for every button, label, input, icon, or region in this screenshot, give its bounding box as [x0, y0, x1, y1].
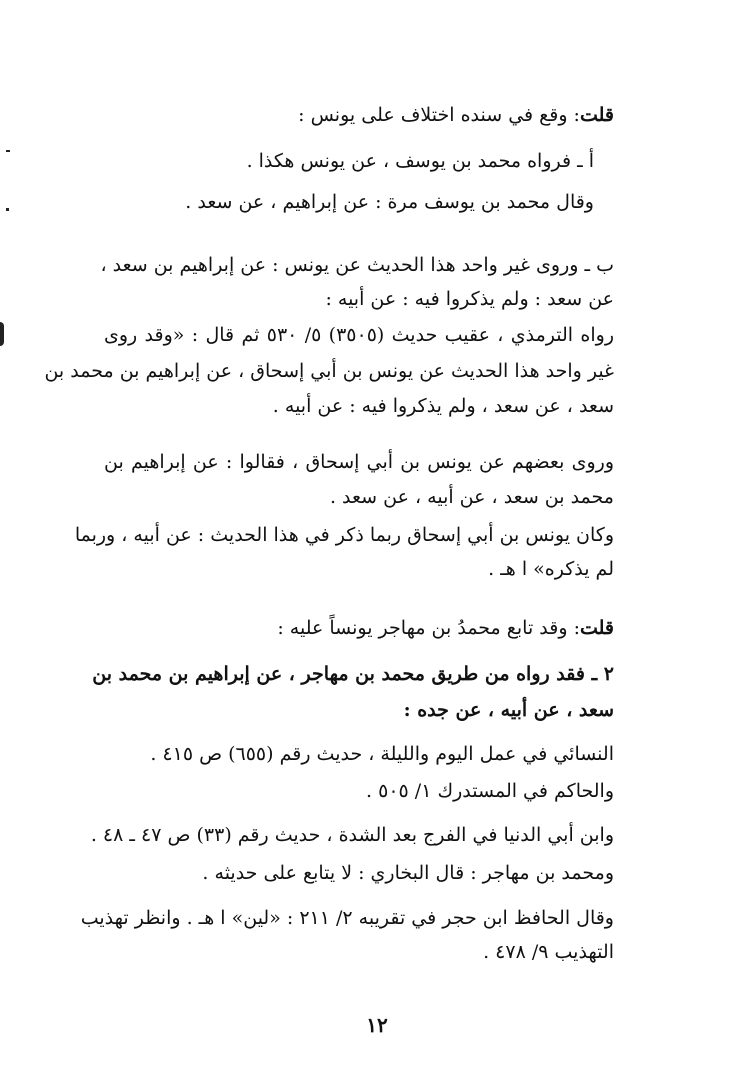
text-line-3: وقال محمد بن يوسف مرة : عن إبراهيم ، عن سعد . [185, 191, 594, 213]
text-line-5: عن سعد : ولم يذكروا فيه : عن أبيه : [325, 288, 614, 310]
text-line-16: النسائي في عمل اليوم والليلة ، حديث رقم (٦٥٥) ص ٤١٥ . [150, 743, 614, 765]
scan-mark [6, 208, 9, 211]
text-line-14: ٢ ـ فقد رواه من طريق محمد بن مهاجر ، عن إبراهيم بن محمد بن [92, 663, 614, 685]
text-line-15: سعد ، عن أبيه ، عن جده : [403, 699, 614, 721]
qult-label: قلت [579, 104, 614, 126]
text-line-8: سعد ، عن سعد ، ولم يذكروا فيه : عن أبيه . [272, 395, 614, 417]
text-line-21: التهذيب ٩/ ٤٧٨ . [483, 941, 614, 963]
scan-mark [0, 322, 4, 346]
qult-label: قلت [579, 617, 614, 639]
text-line-13: قلت: وقد تابع محمدُ بن مهاجر يونساً عليه : [277, 617, 614, 639]
text-line-12: لم يذكره» ا هـ . [488, 558, 614, 580]
text-line-6: رواه الترمذي ، عقيب حديث (٣٥٠٥) ٥/ ٥٣٠ ثم قال : «وقد روى [104, 324, 614, 346]
text-line-1: قلت: وقع في سنده اختلاف على يونس : [298, 104, 614, 126]
text-line-4: ب ـ وروى غير واحد هذا الحديث عن يونس : عن إبراهيم بن سعد ، [100, 254, 614, 276]
text-line-10: محمد بن سعد ، عن أبيه ، عن سعد . [329, 486, 614, 508]
text-line-17: والحاكم في المستدرك ١/ ٥٠٥ . [366, 780, 614, 802]
scan-mark [6, 150, 10, 152]
page-number: ١٢ [366, 1013, 388, 1037]
text-line-9: وروى بعضهم عن يونس بن أبي إسحاق ، فقالوا : عن إبراهيم بن [104, 451, 614, 473]
text-line-18: وابن أبي الدنيا في الفرج بعد الشدة ، حديث رقم (٣٣) ص ٤٧ ـ ٤٨ . [90, 824, 614, 846]
text-line-2: أ ـ فرواه محمد بن يوسف ، عن يونس هكذا . [246, 150, 594, 172]
text-line-7: غير واحد هذا الحديث عن يونس بن أبي إسحاق ، عن إبراهيم بن محمد بن [44, 360, 614, 382]
text-line-19: ومحمد بن مهاجر : قال البخاري : لا يتابع على حديثه . [202, 862, 614, 884]
text-line-11: وكان يونس بن أبي إسحاق ربما ذكر في هذا الحديث : عن أبيه ، وربما [74, 524, 614, 546]
text-line-20: وقال الحافظ ابن حجر في تقريبه ٢/ ٢١١ : «لين» ا هـ . وانظر تهذيب [80, 907, 614, 929]
